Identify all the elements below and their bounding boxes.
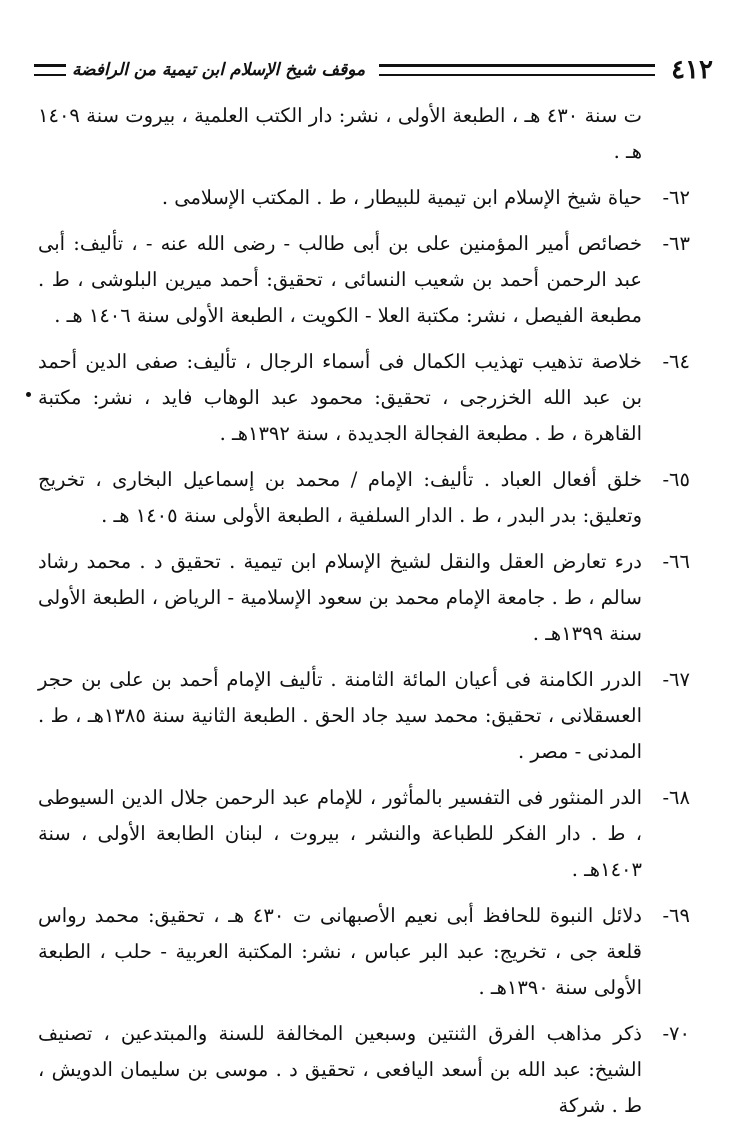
bibliography-entry: [38, 544, 690, 652]
bibliography-entry: [38, 662, 690, 770]
entry-text: خلق أفعال العباد . تأليف: الإمام / محمد بن إسماعيل البخارى ، تخريج وتعليق: بدر البدر ، ط . الدار السلفية ، الطبعة الأولى سنة ١٤٠٥ هـ .: [38, 468, 642, 527]
entry-text: ذكر مذاهب الفرق الثنتين وسبعين المخالفة للسنة والمبتدعين ، تصنيف الشيخ: عبد الله بن أسعد اليافعى ، تحقيق د . موسى بن سليمان الدويش ، ط . شركة: [38, 1022, 642, 1117]
bibliography-entry: [38, 780, 690, 888]
entry-number: ٧٠-: [662, 1022, 690, 1045]
running-title: موقف شيخ الإسلام ابن تيمية من الرافضة: [72, 60, 366, 80]
entry-number: ٦٤-: [662, 350, 690, 373]
bibliography-entry: [38, 898, 690, 1006]
page-header: [28, 50, 713, 90]
entry-number: ٦٢-: [662, 186, 690, 209]
margin-dot: [26, 392, 31, 397]
bibliography-entry: [38, 180, 690, 216]
bibliography-entry: [38, 462, 690, 534]
bibliography-entry: [38, 344, 690, 452]
entry-number: ٦٧-: [662, 668, 690, 691]
entry-number: ٦٣-: [662, 232, 690, 255]
bibliography-list: [38, 98, 690, 1134]
entry-number: ٦٦-: [662, 550, 690, 573]
bibliography-entry: [38, 1016, 690, 1124]
entry-text: درء تعارض العقل والنقل لشيخ الإسلام ابن تيمية . تحقيق د . محمد رشاد سالم ، ط . جامعة الإمام محمد بن سعود الإسلامية - الرياض ، الطبعة الأولى سنة ١٣٩٩هـ .: [38, 550, 642, 645]
entry-text: خلاصة تذهيب تهذيب الكمال فى أسماء الرجال ، تأليف: صفى الدين أحمد بن عبد الله الخزرجى ، تحقيق: محمود عبد الوهاب فايد ، نشر: مكتبة القاهرة ، ط . مطبعة الفجالة الجديدة ، سنة ١٣٩٢هـ .: [38, 350, 642, 445]
bibliography-entry: [38, 226, 690, 334]
entry-text: خصائص أمير المؤمنين على بن أبى طالب - رضى الله عنه - ، تأليف: أبى عبد الرحمن أحمد بن شعيب النسائى ، تحقيق: أحمد ميرين البلوشى ، ط . مطبعة الفيصل ، نشر: مكتبة العلا - الكويت ، الطبعة الأولى سنة ١٤٠٦ هـ .: [38, 232, 642, 327]
entry-text: دلائل النبوة للحافظ أبى نعيم الأصبهانى ت ٤٣٠ هـ ، تحقيق: محمد رواس قلعة جى ، تخريج: عبد البر عباس ، نشر: المكتبة العربية - حلب ، الطبعة الأولى سنة ١٣٩٠هـ .: [38, 904, 642, 999]
entry-number: ٦٥-: [662, 468, 690, 491]
entry-number: ٦٨-: [662, 786, 690, 809]
bibliography-entry: [38, 98, 690, 170]
entry-number: ٦٩-: [662, 904, 690, 927]
page-number: ٤١٢: [671, 55, 713, 85]
entry-text: الدرر الكامنة فى أعيان المائة الثامنة . تأليف الإمام أحمد بن على بن حجر العسقلانى ، تحقيق: محمد سيد جاد الحق . الطبعة الثانية سنة ١٣٨٥هـ ، ط . المدنى - مصر .: [38, 668, 642, 763]
entry-text: ت سنة ٤٣٠ هـ ، الطبعة الأولى ، نشر: دار الكتب العلمية ، بيروت سنة ١٤٠٩ هـ .: [38, 104, 642, 163]
entry-text: الدر المنثور فى التفسير بالمأثور ، للإمام عبد الرحمن جلال الدين السيوطى ، ط . دار الفكر للطباعة والنشر ، بيروت ، لبنان الطابعة الأولى ، سنة ١٤٠٣هـ .: [38, 786, 642, 881]
header-rule-short: [34, 64, 66, 76]
header-rule: [379, 64, 655, 76]
entry-text: حياة شيخ الإسلام ابن تيمية للبيطار ، ط . المكتب الإسلامى .: [161, 186, 642, 209]
